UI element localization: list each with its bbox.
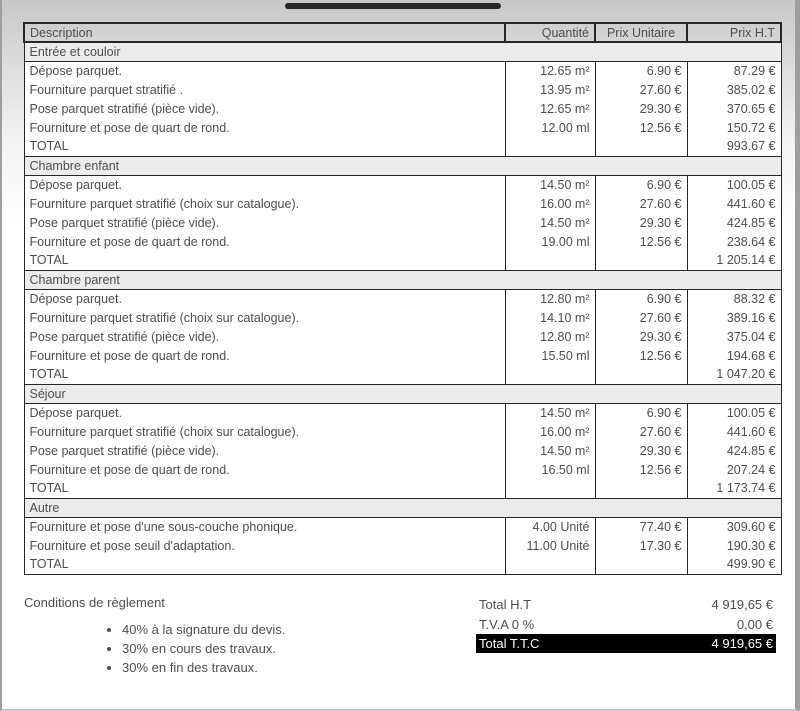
quote-table [23,22,782,575]
summary-row [476,614,776,634]
item-total: 150.72 € [687,118,781,137]
item-unit-price: 77.40 € [595,517,687,536]
item-description: Fourniture parquet stratifié (choix sur catalogue). [24,308,505,327]
section-name: Autre [24,498,781,517]
section-header-row [24,156,781,175]
item-unit-price: 12.56 € [595,346,687,365]
item-quantity: 16.00 m² [505,194,595,213]
item-total: 87.29 € [687,61,781,80]
top-dark-bar [285,3,501,9]
section-total-value: 499.90 € [687,555,781,574]
item-unit-price: 6.90 € [595,61,687,80]
item-row [24,441,781,460]
item-row [24,213,781,232]
item-unit-price: 12.56 € [595,118,687,137]
empty-cell [595,251,687,270]
item-row [24,175,781,194]
item-row [24,308,781,327]
item-description: Fourniture et pose de quart de rond. [24,346,505,365]
total-label: TOTAL [24,479,505,498]
item-quantity: 16.00 m² [505,422,595,441]
item-unit-price: 6.90 € [595,289,687,308]
item-total: 88.32 € [687,289,781,308]
item-quantity: 11.00 Unité [505,536,595,555]
item-quantity: 16.50 ml [505,460,595,479]
item-row [24,460,781,479]
item-total: 194.68 € [687,346,781,365]
item-row [24,536,781,555]
empty-cell [595,555,687,574]
section-total-value: 1 173.74 € [687,479,781,498]
item-row [24,232,781,251]
header-unit-price: Prix Unitaire [595,23,687,42]
item-quantity: 19.00 ml [505,232,595,251]
empty-cell [595,137,687,156]
item-unit-price: 27.60 € [595,194,687,213]
item-row [24,99,781,118]
section-total-row [24,365,781,384]
empty-cell [505,251,595,270]
section-header-row [24,42,781,61]
empty-cell [595,479,687,498]
header-price-ht: Prix H.T [687,23,781,42]
item-quantity: 14.50 m² [505,441,595,460]
empty-cell [505,137,595,156]
condition-item: • 30% en fin des travaux. [122,658,285,677]
item-unit-price: 6.90 € [595,403,687,422]
empty-cell [595,365,687,384]
section-total-value: 1 047.20 € [687,365,781,384]
empty-cell [505,365,595,384]
item-description: Pose parquet stratifié (pièce vide). [24,99,505,118]
item-unit-price: 29.30 € [595,327,687,346]
item-description: Pose parquet stratifié (pièce vide). [24,213,505,232]
totals-summary [476,594,776,653]
item-description: Fourniture et pose de quart de rond. [24,460,505,479]
header-description: Description [24,23,505,42]
item-quantity: 14.50 m² [505,175,595,194]
summary-value: 0,00 € [736,616,773,632]
total-label: TOTAL [24,555,505,574]
item-quantity: 12.65 m² [505,61,595,80]
summary-label: Total T.T.C [479,636,540,651]
summary-value: 4 919,65 € [711,636,773,651]
item-unit-price: 29.30 € [595,99,687,118]
item-quantity: 15.50 ml [505,346,595,365]
section-total-row [24,137,781,156]
header-quantity: Quantité [505,23,595,42]
section-name: Entrée et couloir [24,42,781,61]
item-description: Fourniture et pose de quart de rond. [24,232,505,251]
item-description: Dépose parquet. [24,289,505,308]
item-description: Dépose parquet. [24,403,505,422]
item-total: 309.60 € [687,517,781,536]
item-quantity: 4.00 Unité [505,517,595,536]
section-name: Chambre parent [24,270,781,289]
item-unit-price: 27.60 € [595,308,687,327]
item-description: Dépose parquet. [24,61,505,80]
item-row [24,346,781,365]
item-quantity: 14.10 m² [505,308,595,327]
summary-label: Total H.T [479,596,532,612]
item-total: 100.05 € [687,403,781,422]
section-total-row [24,555,781,574]
summary-label: T.V.A 0 % [479,616,535,632]
item-description: Pose parquet stratifié (pièce vide). [24,441,505,460]
summary-row [476,594,776,614]
item-description: Pose parquet stratifié (pièce vide). [24,327,505,346]
item-row [24,517,781,536]
item-total: 441.60 € [687,194,781,213]
total-label: TOTAL [24,137,505,156]
item-row [24,61,781,80]
total-ttc-row [476,634,776,653]
section-header-row [24,384,781,403]
item-description: Fourniture et pose d'une sous-couche phonique. [24,517,505,536]
item-description: Fourniture et pose seuil d'adaptation. [24,536,505,555]
item-unit-price: 12.56 € [595,232,687,251]
item-total: 385.02 € [687,80,781,99]
conditions-list [106,620,285,677]
item-unit-price: 6.90 € [595,175,687,194]
condition-item: • 40% à la signature du devis. [122,620,285,639]
item-quantity: 12.80 m² [505,327,595,346]
conditions-title: Conditions de règlement [24,595,165,610]
item-unit-price: 29.30 € [595,441,687,460]
item-unit-price: 12.56 € [595,460,687,479]
item-quantity: 14.50 m² [505,213,595,232]
empty-cell [505,479,595,498]
item-description: Dépose parquet. [24,175,505,194]
item-total: 441.60 € [687,422,781,441]
section-name: Séjour [24,384,781,403]
item-total: 100.05 € [687,175,781,194]
item-total: 375.04 € [687,327,781,346]
item-description: Fourniture parquet stratifié (choix sur catalogue). [24,194,505,213]
section-total-value: 1 205.14 € [687,251,781,270]
item-description: Fourniture et pose de quart de rond. [24,118,505,137]
item-unit-price: 29.30 € [595,213,687,232]
section-name: Chambre enfant [24,156,781,175]
item-row [24,403,781,422]
item-quantity: 12.80 m² [505,289,595,308]
item-total: 238.64 € [687,232,781,251]
section-total-value: 993.67 € [687,137,781,156]
item-unit-price: 27.60 € [595,422,687,441]
item-unit-price: 27.60 € [595,80,687,99]
item-total: 190.30 € [687,536,781,555]
item-row [24,289,781,308]
item-row [24,422,781,441]
item-row [24,194,781,213]
item-quantity: 12.65 m² [505,99,595,118]
item-row [24,118,781,137]
item-total: 370.65 € [687,99,781,118]
summary-value: 4 919,65 € [711,596,773,612]
total-label: TOTAL [24,251,505,270]
total-label: TOTAL [24,365,505,384]
section-total-row [24,479,781,498]
item-total: 424.85 € [687,213,781,232]
item-quantity: 13.95 m² [505,80,595,99]
item-quantity: 14.50 m² [505,403,595,422]
section-header-row [24,498,781,517]
item-total: 424.85 € [687,441,781,460]
table-header-row [24,23,781,42]
section-total-row [24,251,781,270]
section-header-row [24,270,781,289]
condition-item: • 30% en cours des travaux. [122,639,285,658]
item-row [24,327,781,346]
item-unit-price: 17.30 € [595,536,687,555]
item-description: Fourniture parquet stratifié (choix sur catalogue). [24,422,505,441]
item-description: Fourniture parquet stratifié . [24,80,505,99]
item-quantity: 12.00 ml [505,118,595,137]
item-total: 389.16 € [687,308,781,327]
item-row [24,80,781,99]
empty-cell [505,555,595,574]
item-total: 207.24 € [687,460,781,479]
